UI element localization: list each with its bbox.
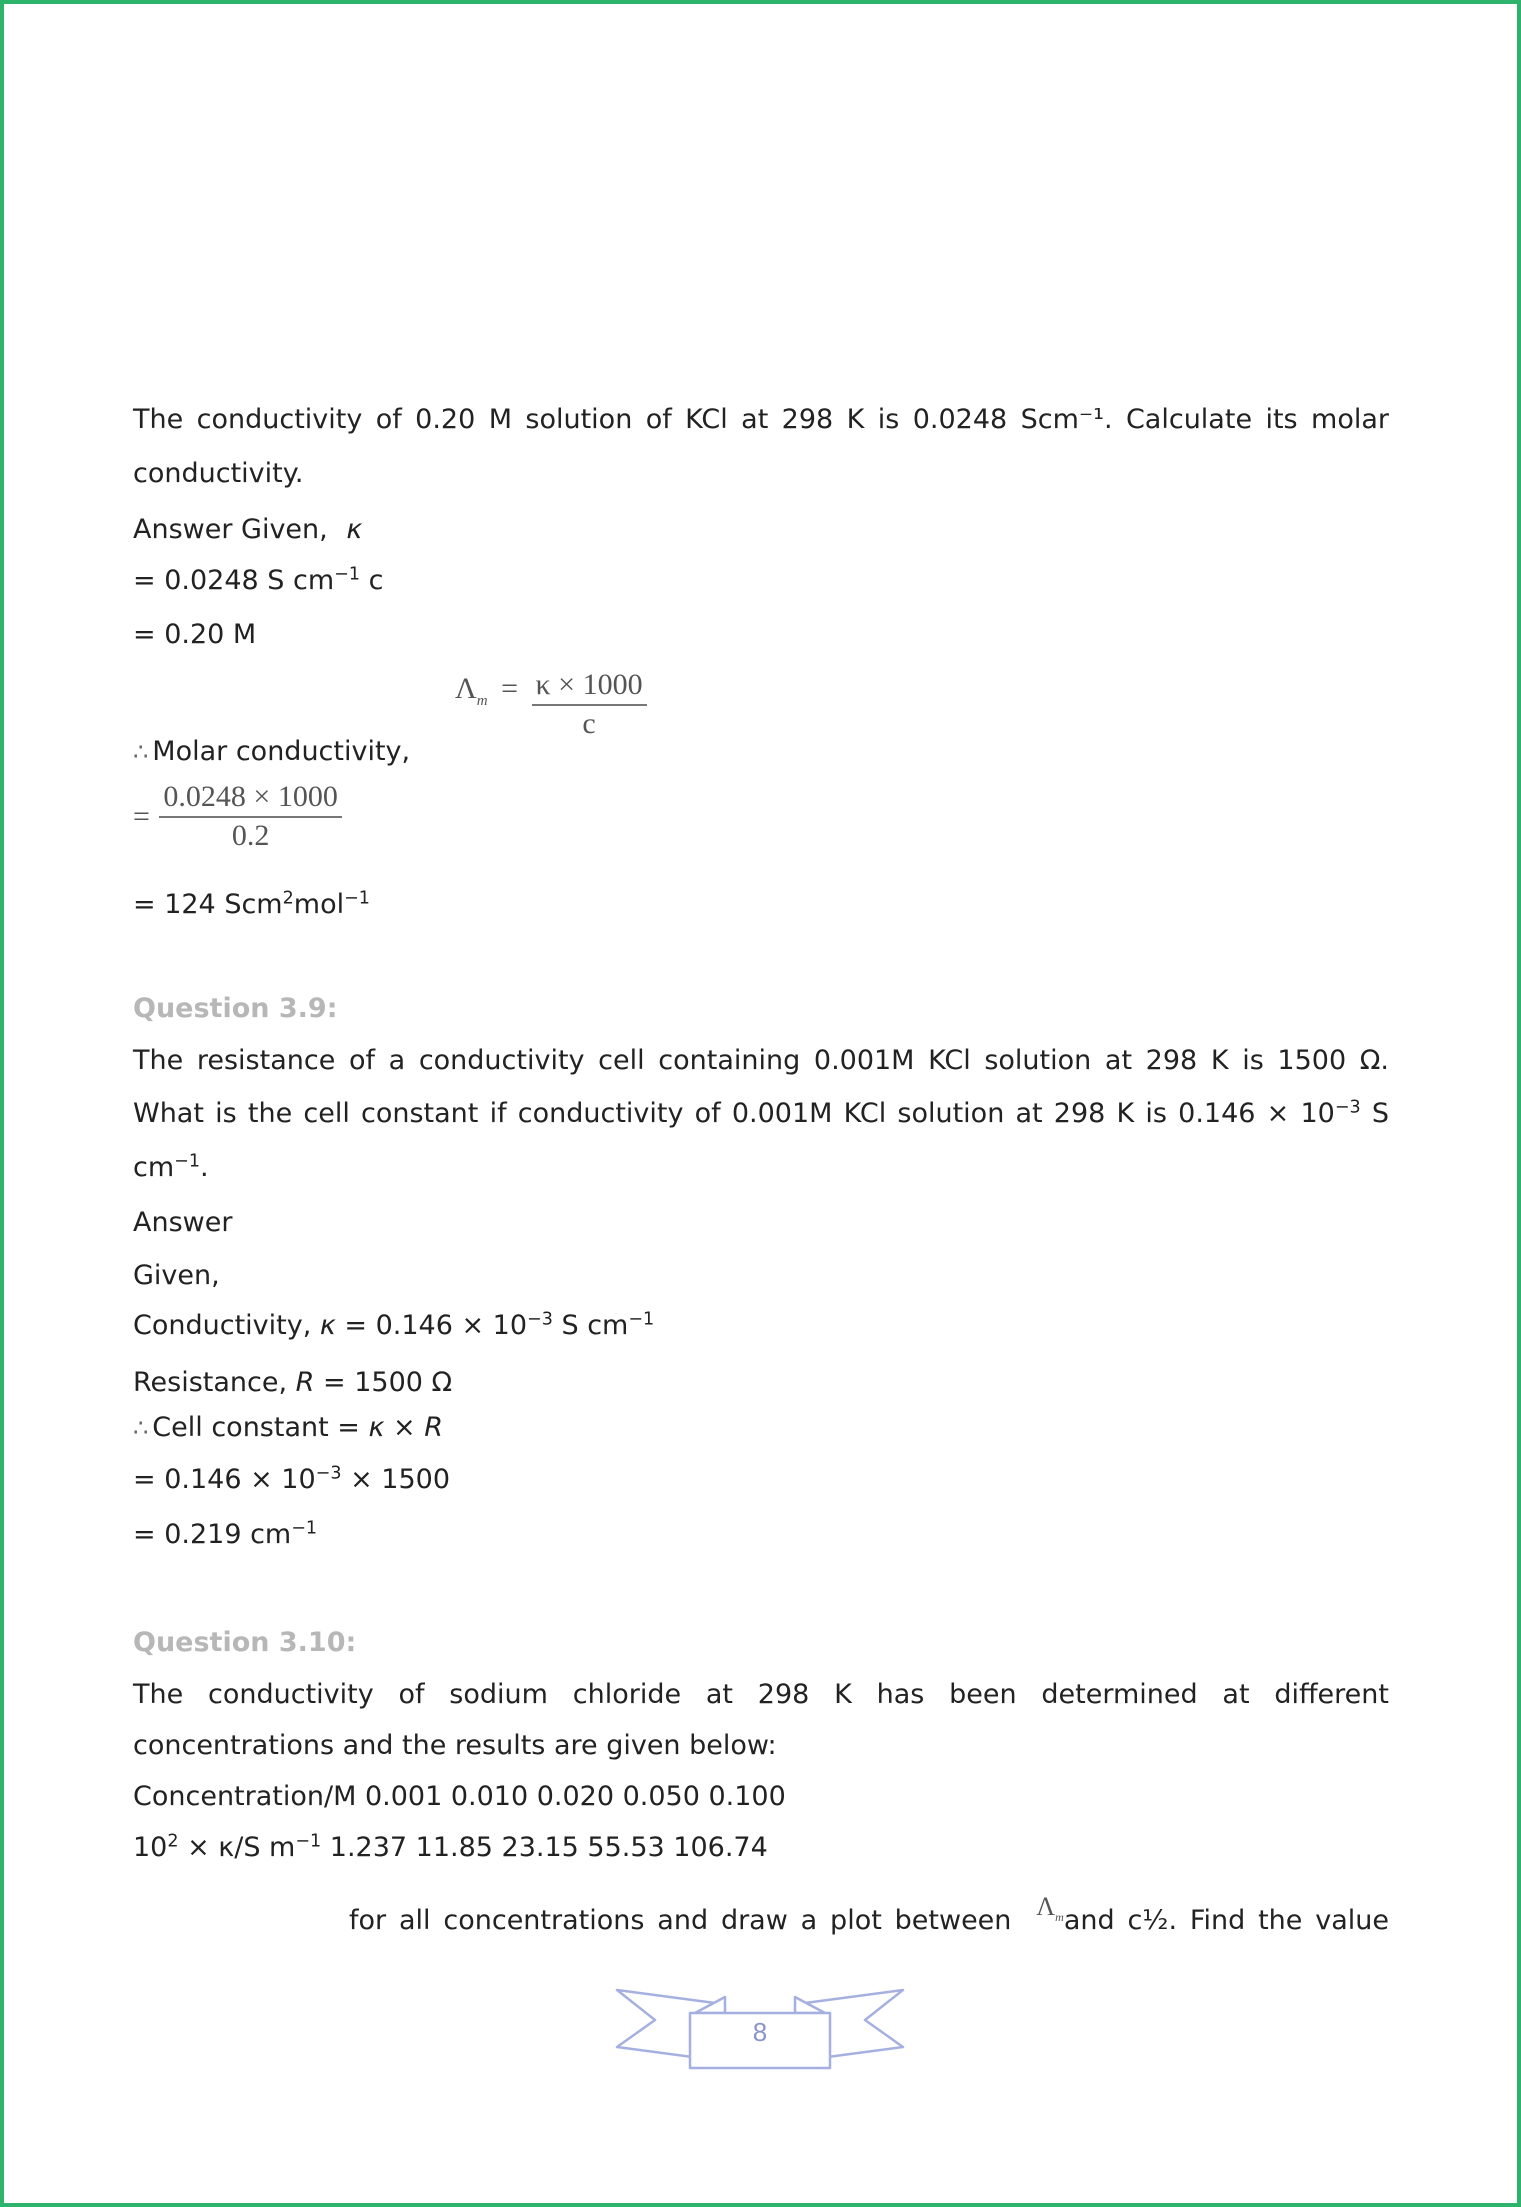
- q39-conductivity: [133, 1309, 654, 1343]
- lambda-subscript: m: [1055, 1910, 1064, 1925]
- q310-question-line2: concentrations and the results are given below:: [133, 1730, 777, 1761]
- resistance-label: Resistance,: [133, 1367, 296, 1398]
- exponent: −1: [295, 1831, 322, 1852]
- lambda-subscript: m: [476, 693, 488, 709]
- kappa-symbol: κ: [368, 1412, 385, 1443]
- text: .: [200, 1152, 209, 1183]
- cell-constant-label: Cell constant =: [152, 1412, 369, 1443]
- kappa-symbol: κ: [319, 1310, 336, 1341]
- result-prefix: = 124 Scm: [133, 889, 283, 920]
- question-3-9-heading: Question 3.9:: [133, 993, 338, 1024]
- q38-answer-given: [133, 513, 362, 547]
- conductivity-label: Conductivity,: [133, 1310, 320, 1341]
- resistance-value: = 1500 Ω: [314, 1367, 453, 1398]
- q39-question-line3: [133, 1151, 209, 1185]
- q39-cell-constant: [133, 1411, 443, 1445]
- therefore-icon: ∴: [133, 738, 149, 766]
- kappa-value: = 0.0248 S cm: [133, 565, 335, 596]
- q310-kappa-row: [133, 1831, 768, 1865]
- kappa-symbol: κ: [346, 514, 363, 545]
- q38-question-line2: conductivity.: [133, 458, 304, 489]
- r-symbol: R: [424, 1412, 443, 1443]
- q310-question-line1: The conductivity of sodium chloride at 298 K has been determined at different: [133, 1679, 1389, 1710]
- text: What is the cell constant if conductivity of 0.001M KCl solution at 298 K is 0.146 × 10: [133, 1098, 1335, 1129]
- r-symbol: R: [295, 1367, 315, 1398]
- exponent: 2: [282, 888, 294, 909]
- equals-sign: =: [133, 800, 150, 833]
- text: 1.237 11.85 23.15 55.53 106.74: [321, 1832, 768, 1863]
- trailing-c: c: [359, 565, 384, 596]
- q39-calculation: [133, 1463, 450, 1497]
- fraction-denominator: 0.2: [231, 819, 270, 852]
- equals-sign: =: [501, 672, 519, 705]
- fraction-denominator: c: [582, 707, 596, 740]
- lambda-symbol: Λ: [455, 672, 477, 705]
- text: = 0.146 × 10: [133, 1464, 316, 1495]
- q39-question-line2: [133, 1097, 1389, 1131]
- text: × 1500: [341, 1464, 451, 1495]
- text: S: [1360, 1098, 1389, 1129]
- q38-c-value: = 0.20 M: [133, 619, 257, 650]
- formula-fraction: [532, 668, 647, 742]
- text: = 0.219 cm: [133, 1519, 292, 1550]
- answer-given-label: Answer Given,: [133, 514, 328, 545]
- exponent: −1: [344, 888, 370, 909]
- molar-conductivity-formula: [455, 668, 647, 742]
- result-mol: mol: [293, 889, 345, 920]
- text: = 0.146 × 10: [335, 1310, 528, 1341]
- fraction-numerator: 0.0248 × 1000: [159, 780, 341, 818]
- exponent: −1: [291, 1518, 318, 1539]
- text: 10: [133, 1832, 168, 1863]
- q38-question-line1: The conductivity of 0.20 M solution of KCl at 298 K is 0.0248 Scm⁻¹. Calculate its molar: [133, 404, 1389, 435]
- fraction-numerator: κ × 1000: [532, 668, 647, 706]
- q39-question-line1: The resistance of a conductivity cell containing 0.001M KCl solution at 298 K is 1500 Ω.: [133, 1045, 1389, 1076]
- text: and c½. Find the value: [1063, 1905, 1389, 1936]
- question-3-10-heading: Question 3.10:: [133, 1627, 357, 1658]
- exponent: −3: [315, 1463, 342, 1484]
- text: × κ/S m: [178, 1832, 296, 1863]
- q39-answer-label: Answer: [133, 1207, 233, 1238]
- q39-result: [133, 1518, 317, 1552]
- exponent: −1: [628, 1309, 655, 1330]
- molar-conductivity-label: Molar conductivity,: [152, 736, 411, 767]
- q39-given-label: Given,: [133, 1260, 220, 1291]
- text: S cm: [552, 1310, 629, 1341]
- lambda-glyph: Λ: [1036, 1892, 1056, 1921]
- q39-resistance: [133, 1366, 452, 1400]
- text: for all concentrations and draw a plot between: [349, 1905, 1012, 1936]
- q310-last-line: [349, 1892, 1389, 1948]
- exponent: −1: [334, 564, 360, 585]
- q38-molar-label: [133, 735, 410, 769]
- exponent: 2: [167, 1831, 179, 1852]
- calculation-fraction: [159, 780, 341, 854]
- exponent: −1: [174, 1151, 200, 1172]
- q38-result: [133, 888, 370, 922]
- q38-calculation: [133, 780, 342, 854]
- exponent: −3: [1334, 1097, 1361, 1118]
- text: cm: [133, 1152, 175, 1183]
- exponent: −3: [527, 1309, 553, 1330]
- page-number: 8: [752, 2017, 768, 2047]
- times-sign: ×: [384, 1412, 425, 1443]
- lambda-symbol: [1036, 1892, 1064, 1925]
- q38-kappa-value: [133, 564, 383, 598]
- therefore-icon: ∴: [133, 1414, 149, 1442]
- q310-concentration-row: Concentration/M 0.001 0.010 0.020 0.050 0.100: [133, 1781, 786, 1812]
